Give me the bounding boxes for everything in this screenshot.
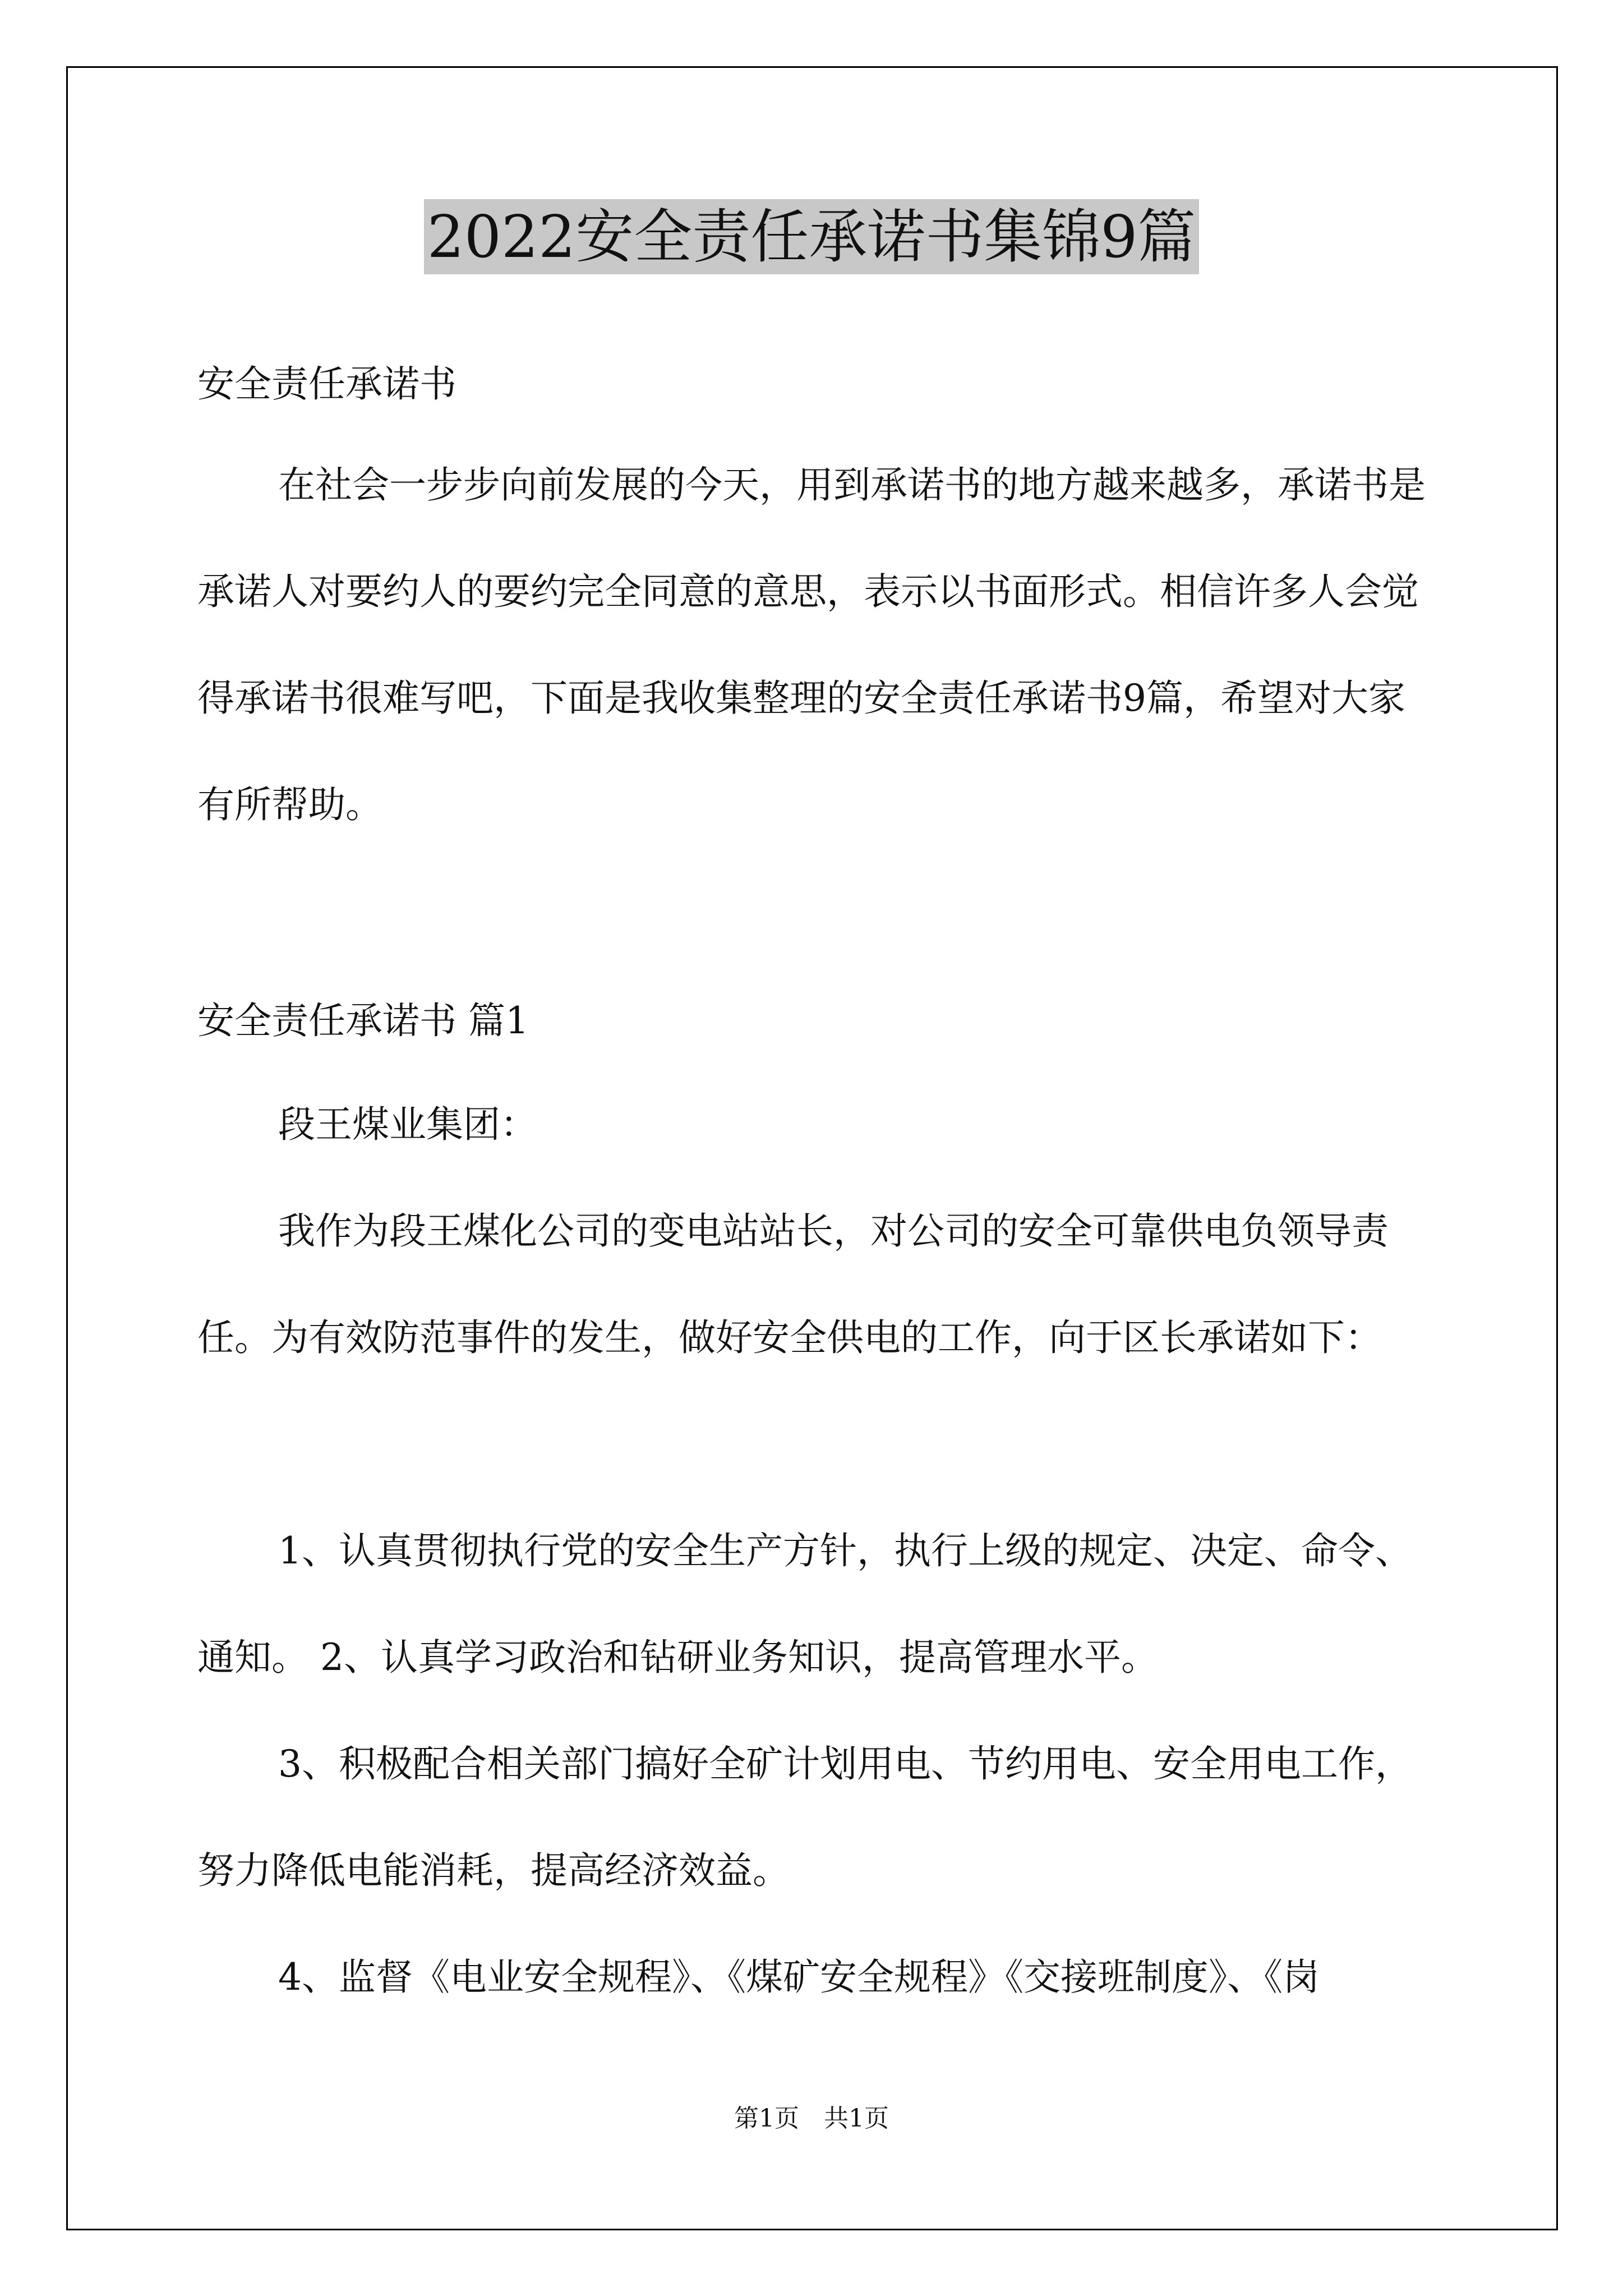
- list-item-1-2: 1、认真贯彻执行党的安全生产方针，执行上级的规定、决定、命令、通知。 2、认真学习政治和钻研业务知识，提高管理水平。: [197, 1529, 1412, 1679]
- list-item-4: 4、监督《电业安全规程》、《煤矿安全规程》《交接班制度》、《岗: [278, 1955, 1320, 1999]
- page-footer: 第1页 共1页: [734, 2104, 889, 2133]
- body-paragraph: 我作为段王煤化公司的变电站站长，对公司的安全可靠供电负领导责任。为有效防范事件的发生，做好安全供电的工作，向于区长承诺如下：: [197, 1209, 1389, 1359]
- section-heading: 安全责任承诺书 篇1: [197, 999, 529, 1042]
- document-title-text: 2022安全责任承诺书集锦9篇: [424, 199, 1200, 274]
- list-item-3: 3、积极配合相关部门搞好全矿计划用电、节约用电、安全用电工作，努力降低电能消耗，提高经济效益。: [197, 1742, 1412, 1892]
- intro-heading: 安全责任承诺书: [197, 362, 457, 406]
- document-title: [0, 197, 1623, 276]
- intro-paragraph: 在社会一步步向前发展的今天，用到承诺书的地方越来越多，承诺书是承诺人对要约人的要约完全同意的意思，表示以书面形式。相信许多人会觉得承诺书很难写吧，下面是我收集整理的安全责任承诺书9篇，希望对大家有所帮助。: [197, 463, 1426, 826]
- salutation: 段王煤业集团：: [278, 1103, 537, 1146]
